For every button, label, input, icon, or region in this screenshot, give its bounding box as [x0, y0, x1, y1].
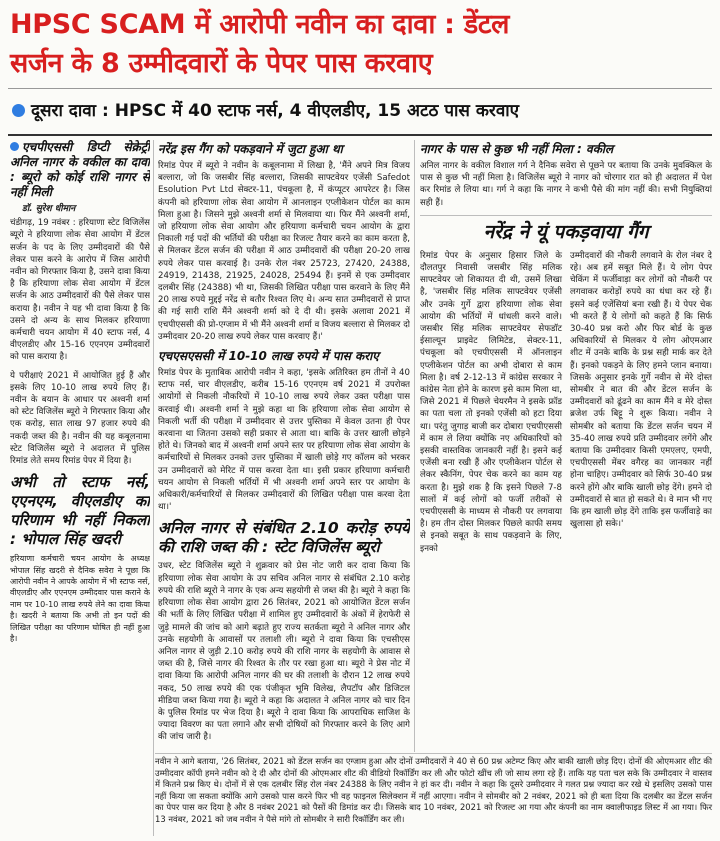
subheadline-text: दूसरा दावा : HPSC में 40 स्टाफ नर्स, 4 वीएलडीए, 15 अटठ पास करवाए: [31, 101, 520, 121]
main-story-col-b: उम्मीदवारों की नौकरी लगवाने के रोल नंबर दे रहे। अब हमें सबूत मिले हैं। ये लोग पेपर चेकिंग में फर्जीवाड़ा कर लोगों को नौकरी पर लगवाकर करोड़ों रुपये का धंधा कर रहे हैं। इसने कई एजेंसियां बना रखी हैं। ये पेपर चेक भी करते हैं ये लोगों को कहते हैं कि सिर्फ 30-40 प्रश्न करो और फिर बोर्ड के कुछ अधिकारियों से मिलकर ये लोग ओएमआर शीट में उनके बाकि के प्रश्न सही मार्क कर देते हैं। इनको पकड़ने के लिए हमने प्लान बनाया। जिसके अनुसार इनके गुर्गे नवीन से मेरे दोस्त सोमबीर ने बात की और डेंटल सर्जन के उम्मीदवारों को ढूंढने का काम मैंने व मेरे दोस्त ब्रजेश उर्फ बिट्टू ने शुरू किया। नवीन ने सोमबीर को बताया कि डेंटल सर्जन चयन में 35-40 लाख रुपये प्रति उम्मीदवार लगेंगे और बताया कि उम्मीदवार किसी एमएलए, एमपी, एचपीएससी मेंबर वगैरह का जानकार नहीं होना चाहिए। उम्मीदवार को सिर्फ 30-40 प्रश्न करने होंगे और बाकि खाली छोड़ देंगे। हमने दो उम्मीदवारों से बात हो सकते थे। वे मान भी गए कि हम खाली छोड़ देंगे ताकि इस फर्जीवाड़े का खुलासा हो सके।': [570, 250, 712, 530]
left-side-paragraph: हरियाणा कर्मचारी चयन आयोग के अध्यक्ष भोपाल सिंह खदरी से दैनिक सवेरा ने पूछा कि आरोपी नवीन ने आपके आयोग में भी स्टाफ नर्स, वीएलडीए और एएनएम उम्मीदवार पास कराने के नाम पर 10-10 लाख रुपये लेने का दावा किया है। खदरी ने बताया कि अभी तो इन पदों की लिखित परीक्षा का परिणाम घोषित ही नहीं हुआ है।: [10, 554, 150, 644]
column-divider: [414, 140, 415, 752]
main-story-col-a: रिमांड पेपर के अनुसार हिसार जिले के दौलतपुर निवासी जसबीर सिंह मलिक साफ्टवेयर जो शिकायत दी थी, उसमें लिखा है, 'जसबीर सिंह मलिक साफ्टवेयर एजेंसी और उनके गुर्गे द्वारा हरियाणा लोक सेवा आयोग की भर्तियों में धांधली करने वाले। जसबीर सिंह मलिक साफ्टवेयर सेफडॉट ईसाल्यून प्राइवेट लिमिटेड, सेक्टर-11, पंचकूला को एचपीएससी में ऑनलाइन एप्लीकेशन पोर्टल का अभी दोबारा से काम मिला है। वर्ष 2-12-13 में कांग्रेस सरकार ने कांग्रेस नेता होने के कारण इसे काम मिला था, जिसे 2021 में पिछले चेयरमैन ने इसके फ्रॉड का पता चला तो इनको एजेंसी को हटा दिया था। परंतु जुगाड़ बाजी कर दोबारा एचपीएससी में काम ले लिया क्योंकि नए अधिकारियों को इसकी वास्तविक जानकारी नहीं है। इसने कई एजेंसी बना रखी हैं और एप्लीकेशन पोर्टल से लेकर स्कैनिंग, पेपर चेक करने का काम यह करता है। मुझे शक है कि इसने पिछले 7-8 सालों में कई लोगों को फर्जी तरीकों से एचपीएससी के माध्यम से नौकरी पर लगवाया है। हम तीन दोस्त मिलकर पिछले काफी समय से इनको सबूत के साथ पकड़वाने के लिए, इनको: [420, 250, 562, 554]
left-paragraph-1: चंडीगढ़, 19 नवंबर : हरियाणा स्टेट विजिलेंस ब्यूरो ने हरियाणा लोक सेवा आयोग में डेंटल सर्जन के पद के लिए उम्मीदवारों की पैसे लेकर पास करने के आरोप में जिस आरोपी नवीन को गिरफ्तार किया है, उसने दावा किया है कि हरियाणा लोक सेवा आयोग में डेंटल सर्जन के आठ उम्मीदवारों की पैसे लेकर पास कराया है। नवीन ने यह भी दावा किया है कि उसने दो अन्य के साथ मिलकर हरियाणा कर्मचारी चयन आयोग में 40 स्टाफ नर्स, 4 वीएलडीए और 15-16 एएनएम उम्मीदवारों को पास कराया है।: [10, 218, 150, 363]
section-text-hssc: रिमांड पेपर के मुताबिक आरोपी नवीन ने कहा, 'इसके अतिरिक्त हम तीनों ने 40 स्टाफ नर्स, चार वीएलडीए, करीब 15-16 एएनएम वर्ष 2021 में उपरोक्त आयोगों से निकली नौकरियों में 10-10 लाख रुपये लेकर उक्त परीक्षा पास करवाई थी। अश्वनी शर्मा ने मुझे कहा था कि हरियाणा लोक सेवा आयोग से निकली भर्ती की परीक्षा में उम्मीदवार से उत्तर पुस्तिका में केवल उतना ही पेपर करवाना था जितना उसको सही प्रकार से आता था। बाकि के उत्तर खाली छोड़ने होते थे। जिनको बाद में अश्वनी शर्मा अपने स्तर पर हरियाणा लोक सेवा आयोग के कर्मचारियों से मिलकर उनको उत्तर पुस्तिका में खाली छोड़े गए कॉलम को भरकर उन उम्मीदवारों को मेरिट में पास करवा देता था। इसी प्रकार हरियाणा कर्मचारी चयन आयोग से निकली भर्तियों में भी अश्वनी शर्मा अपने स्तर पर आयोग के अधिकारी/कर्मचारियों से मिलकर उम्मीदवारों की लिखित परीक्षा पास करवा देता था।': [158, 368, 410, 513]
byline: डॉ. सुरेश धीमान: [22, 204, 76, 214]
headline-divider: [8, 88, 712, 89]
bottom-story-text: नवीन ने आगे बताया, '26 सितंबर, 2021 को डेंटल सर्जन का एग्जाम हुआ और दोनों उम्मीदवारों ने 40 से 60 प्रश्न अटेम्प्ट किए और बाकी खाली छोड़ दिए। दोनों की ओएमआर शीट की उम्मीदवार कॉपी हमने नवीन को दे दी और दोनों की ओएमआर शीट की वीडियो रिकॉर्डिंग कर ली और फोटो खींच ली जो साथ लगा रहे हैं। ताकि यह पता चल सके कि उम्मीदवार ने वास्तव में कितने प्रश्न किए थे। दोनों में से एक दलबीर सिंह रोल नंबर 24388 के लिए नवीन ने हां कर दी। नवीन ने कहा कि दूसरे उम्मीदवार ने गलत प्रश्न ज्यादा कर रखे थे इसलिए उसको पास नहीं किया जा सकता क्योंकि आगे उसको पास करने फिर भी वह फाइनल सिलेक्शन में नहीं आएगा। नवीन ने सोमबीर को 2 नवंबर, 2021 को ही बता दिया कि दलबीर का डेंटल सर्जन का पेपर पास कर दिया है और 8 नवंबर 2021 को पैसों की डिमांड कर दी। जिसके बाद 10 नवंबर, 2021 को रिजल्ट आ गया और कंपनी का नाम क्वालीफाइड लिस्ट में आ गया। फिर 13 नवंबर, 2021 को जब नवीन ने पैसे मांगे तो सोमबीर ने सारी रिकॉर्डिंग कर ली।: [155, 756, 712, 824]
left-side-heading: अभी तो स्टाफ नर्स, एएनएम, वीएलडीए का परिणाम भी नहीं निकला : भोपाल सिंह खदरी: [10, 473, 150, 549]
column-divider: [153, 140, 154, 836]
main-story-heading: नरेंद्र ने यूं पकड़वाया गैंग: [483, 220, 649, 243]
subheadline: [12, 98, 519, 121]
section-heading-hssc: एचएसएससी में 10-10 लाख रुपये में पास कराए: [158, 349, 379, 364]
bullet-dot-icon: [10, 142, 19, 151]
section-heading-gang: नरेंद्र इस गैंग को पकड़वाने में जुटा हुआ था: [158, 142, 343, 156]
right-column: [420, 140, 712, 753]
lawyer-heading: नागर के पास से कुछ भी नहीं मिला : वकील: [420, 142, 614, 156]
section-text-seizure: उधर, स्टेट विजिलेंस ब्यूरो ने शुक्रवार को प्रेस नोट जारी कर दावा किया कि हरियाणा लोक सेवा आयोग के उप सचिव अनिल नागर से संबंधित 2.10 करोड़ रुपये की राशि ब्यूरो ने नागर के एक अन्य सहयोगी से जब्त की है। ब्यूरो ने कहा कि हरियाणा लोक सेवा आयोग द्वारा 26 सितंबर, 2021 को आयोजित डेंटल सर्जन की भर्ती के लिए लिखित परीक्षा में शामिल हुए उम्मीदवारों के अंकों में हेराफेरी से जुड़े मामले की जांच को आगे बढ़ाते हुए राज्य सतर्कता ब्यूरो ने अनिल नागर और उनके सहयोगी के आवासों पर तलाशी ली। ब्यूरो ने दावा किया कि एचसीएस अनिल नागर से जुड़ी 2.10 करोड़ रुपये की राशि नागर के सहयोगी के आवास से जब्त की है, जिसे नागर की रिश्वत के तौर पर रखा हुआ था। ब्यूरो ने प्रेस नोट में दावा किया कि आरोपी अनिल नागर की घर की तलाशी के दौरान 12 लाख रुपये नकद, 50 लाख रुपये की एक पंजीकृत भूमि विलेख, लैपटॉप और डिजिटल मीडिया जब्त किया गया है। ब्यूरो ने कहा कि अदालत ने अनिल नागर को चार दिन के पुलिस रिमांड पर भेज दिया है। ब्यूरो ने दावा किया कि आपराधिक साजिश के ज्यादा विवरण का पता लगाने और सभी दोषियों को गिरफ्तार करने के लिए आगे की जांच जारी है।: [158, 561, 410, 743]
bottom-divider: [155, 753, 712, 754]
headline-line-1: HPSC SCAM में आरोपी नवीन का दावा : डेंटल: [10, 9, 510, 40]
middle-column: [158, 140, 410, 753]
left-column: [10, 140, 150, 840]
section-text-gang: रिमांड पेपर में ब्यूरो ने नवीन के कबूलनामा में लिखा है, 'मैंने अपने मित्र विजय बल्लारा, जो कि जसबीर सिंह बल्लारा, जिसकी साफ्टवेयर एजेंसी Safedot Esolution Pvt Ltd सेक्टर-11, पंचकूला है, में कंप्यूटर आपरेटर है। जिस कंपनी को हरियाणा लोक सेवा आयोग में आनलाइन एप्लीकेशन पोर्टल का काम मिला हुआ है। जिसने मुझे अश्वनी शर्मा से मिलवाया था। फिर मैंने अश्वनी शर्मा, जो हरियाणा लोक सेवा आयोग और हरियाणा कर्मचारी चयन आयोग के द्वारा निकाली गई पदों की भर्तियों की परीक्षा का रिजल्ट तैयार करने का काम करता है, से मिलकर डेंटल सर्जन की परीक्षा में आठ उम्मीदवारों की परीक्षा 20-20 लाख रुपये लेकर पास करवाई है। उनके रोल नंबर 25723, 27420, 24388, 24919, 21438, 21925, 24028, 25494 हैं। इनमें से एक उम्मीदवार दलबीर सिंह (24388) भी था, जिसकी लिखित परीक्षा पास करवाने के लिए मैंने 20 लाख रुपये मुद्दई नरेंद्र से बतौर रिश्वत लिए थे। अन्य सात उम्मीदवारों से प्राप्त की गई सारी राशि मैंने अश्वनी शर्मा को दे दी थी। इसके अलावा 2021 में एचपीएससी की प्रो-एग्जाम में भी मैंने अश्वनी शर्मा व विजय बल्लारा से मिलकर दो उम्मीदवार 20-20 लाख रुपये लेकर पास करवाए हैं।': [158, 161, 410, 342]
bullet-dot-icon: [12, 104, 25, 117]
lawyer-text: अनिल नागर के वकील विशाल गर्ग ने दैनिक सवेरा से पूछने पर बताया कि उनके मुवक्किल के पास से कुछ भी नहीं मिला है। विजिलेंस ब्यूरो ने नागर को चोरगार रात को ही अदालत में पेश कर रिमांड ले लिया था। गर्ग ने कहा कि नागर ने कभी पैसे की मांग नहीं की। सभी नियुक्तियां सही हैं।: [420, 161, 712, 208]
headline-line-2: सर्जन के 8 उम्मीदवारों के पेपर पास करवाए: [10, 48, 433, 79]
left-column-heading: [10, 140, 150, 200]
subheadline-divider: [8, 134, 712, 136]
left-paragraph-2: ये परीक्षाएं 2021 में आयोजित हुई हैं और इसके लिए 10-10 लाख रुपये लिए हैं। नवीन के बयान के आधार पर अश्वनी शर्मा को स्टेट विजिलेंस ब्यूरो ने गिरफ्तार किया और एक करोड़, सात लाख 97 हजार रुपये की नकदी जब्त की है। नवीन की यह कबूलनामा स्टेट विजिलेंस ब्यूरो ने अदालत में पुलिस रिमांड लेते समय रिमांड पेपर में दिया है।: [10, 370, 150, 467]
section-heading-seizure: अनिल नागर से संबंधित 2.10 करोड़ रुपये की राशि जब्त की : स्टेट विजिलेंस ब्यूरो: [158, 519, 410, 557]
section-divider: [420, 215, 712, 216]
left-column-heading-text: एचपीएससी डिप्टी सेक्रेट्री अनिल नागर के वकील का दावा : ब्यूरो को कोई राशि नागर से नहीं मिली: [10, 140, 150, 199]
main-story-body: [420, 250, 712, 561]
